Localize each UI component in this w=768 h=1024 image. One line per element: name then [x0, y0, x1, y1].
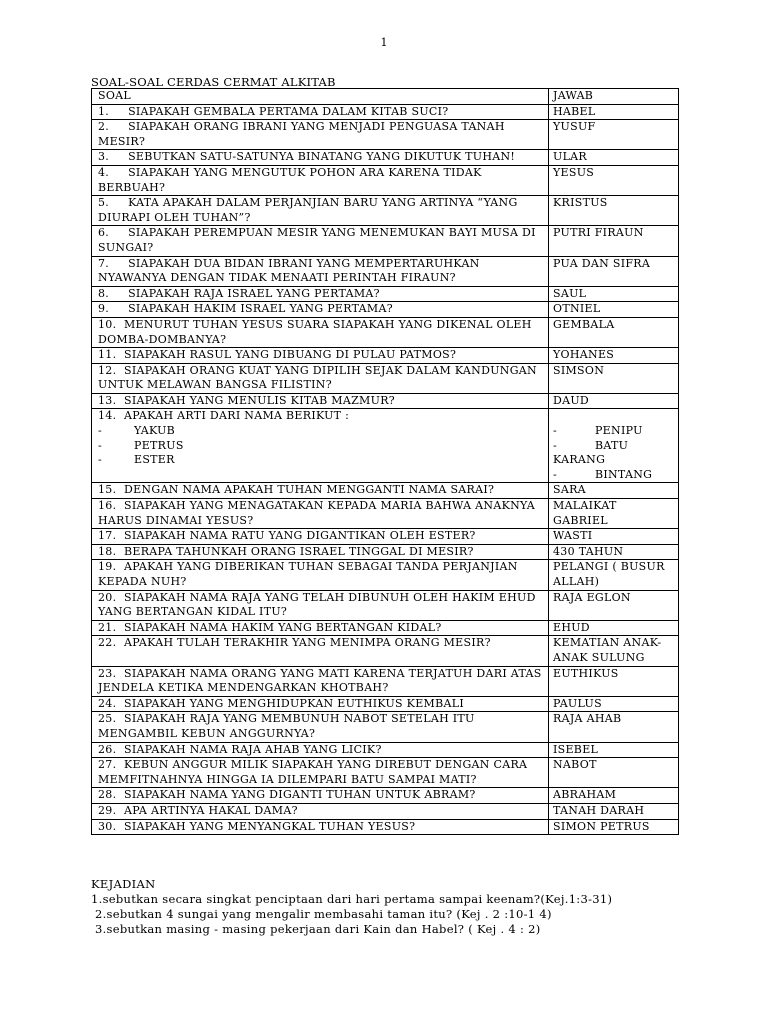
- table-row: [92, 529, 679, 545]
- question-cell: 16. SIAPAKAH YANG MENAGATAKAN KEPADA MARIA BAHWA ANAKNYA HARUS DINAMAI YESUS?: [92, 499, 549, 529]
- question-cell: 8. SIAPAKAH RAJA ISRAEL YANG PERTAMA?: [92, 286, 549, 302]
- table-row: [92, 483, 679, 499]
- table-row: [92, 758, 679, 788]
- answer-cell: TANAH DARAH: [549, 803, 679, 819]
- answer-cell: OTNIEL: [549, 302, 679, 318]
- kejadian-title: KEJADIAN: [91, 877, 156, 891]
- table-row: [92, 317, 679, 347]
- question-cell: 12. SIAPAKAH ORANG KUAT YANG DIPILIH SEJAK DALAM KANDUNGAN UNTUK MELAWAN BANGSA FILISTIN?: [92, 363, 549, 393]
- question-cell: 10. MENURUT TUHAN YESUS SUARA SIAPAKAH YANG DIKENAL OLEH DOMBA-DOMBANYA?: [92, 317, 549, 347]
- question-cell: 20. SIAPAKAH NAMA RAJA YANG TELAH DIBUNUH OLEH HAKIM EHUD YANG BERTANGAN KIDAL ITU?: [92, 590, 549, 620]
- question-cell: 13. SIAPAKAH YANG MENULIS KITAB MAZMUR?: [92, 393, 549, 409]
- question-cell: 19. APAKAH YANG DIBERIKAN TUHAN SEBAGAI TANDA PERJANJIAN KEPADA NUH?: [92, 560, 549, 590]
- question-cell: 24. SIAPAKAH YANG MENGHIDUPKAN EUTHIKUS KEMBALI: [92, 696, 549, 712]
- question-cell: 21. SIAPAKAH NAMA HAKIM YANG BERTANGAN KIDAL?: [92, 620, 549, 636]
- question-cell: 18. BERAPA TAHUNKAH ORANG ISRAEL TINGGAL DI MESIR?: [92, 544, 549, 560]
- table-row: [92, 120, 679, 150]
- answer-cell: SIMSON: [549, 363, 679, 393]
- answer-cell: SARA: [549, 483, 679, 499]
- question-cell: 3. SEBUTKAN SATU-SATUNYA BINATANG YANG DIKUTUK TUHAN!: [92, 150, 549, 166]
- page-number: 1: [380, 36, 388, 49]
- sub-item-text: ESTER: [134, 453, 175, 467]
- question-text: 14. APAKAH ARTI DARI NAMA BERIKUT :: [98, 409, 350, 423]
- question-cell: 9. SIAPAKAH HAKIM ISRAEL YANG PERTAMA?: [92, 302, 549, 318]
- question-cell: 22. APAKAH TULAH TERAKHIR YANG MENIMPA ORANG MESIR?: [92, 636, 549, 666]
- answer-cell: SIMON PETRUS: [549, 819, 679, 835]
- dash-bullet: -: [98, 424, 103, 438]
- sub-item-text: PETRUS: [134, 438, 184, 452]
- answer-cell: KEMATIAN ANAK-ANAK SULUNG: [549, 636, 679, 666]
- question-cell: 1. SIAPAKAH GEMBALA PERTAMA DALAM KITAB SUCI?: [92, 104, 549, 120]
- table-row: [92, 788, 679, 804]
- question-cell: 5. KATA APAKAH DALAM PERJANJIAN BARU YANG ARTINYA “YANG DIURAPI OLEH TUHAN”?: [92, 196, 549, 226]
- answer-cell: YOHANES: [549, 348, 679, 364]
- answer-cell: YUSUF: [549, 120, 679, 150]
- table-row: [92, 499, 679, 529]
- sub-answer: - PENIPU: [553, 424, 643, 438]
- question-cell: 17. SIAPAKAH NAMA RATU YANG DIGANTIKAN OLEH ESTER?: [92, 529, 549, 545]
- answer-cell: GEMBALA: [549, 317, 679, 347]
- answer-cell: PAULUS: [549, 696, 679, 712]
- table-row: [92, 286, 679, 302]
- dash-bullet: -: [98, 453, 103, 467]
- answer-cell: SAUL: [549, 286, 679, 302]
- table-row: [92, 620, 679, 636]
- table-row: [92, 393, 679, 409]
- table-row: [92, 302, 679, 318]
- document-title: SOAL-SOAL CERDAS CERMAT ALKITAB: [91, 75, 336, 89]
- question-cell: 7. SIAPAKAH DUA BIDAN IBRANI YANG MEMPERTARUHKAN NYAWANYA DENGAN TIDAK MENAATI PERINTAH FIRAUN?: [92, 256, 549, 286]
- answer-cell: ISEBEL: [549, 742, 679, 758]
- question-cell: [92, 409, 549, 483]
- table-row: [92, 104, 679, 120]
- table-row: [92, 544, 679, 560]
- answer-cell: MALAIKAT GABRIEL: [549, 499, 679, 529]
- table-row: [92, 712, 679, 742]
- question-cell: 30. SIAPAKAH YANG MENYANGKAL TUHAN YESUS?: [92, 819, 549, 835]
- answer-cell: RAJA AHAB: [549, 712, 679, 742]
- answer-cell: PUTRI FIRAUN: [549, 226, 679, 256]
- question-cell: 6. SIAPAKAH PEREMPUAN MESIR YANG MENEMUKAN BAYI MUSA DI SUNGAI?: [92, 226, 549, 256]
- quiz-table: [91, 88, 679, 835]
- kejadian-line: 1.sebutkan secara singkat penciptaan dari hari pertama sampai keenam?(Kej.1:3-31): [91, 892, 613, 906]
- table-row: [92, 819, 679, 835]
- table-row: [92, 666, 679, 696]
- answer-cell: 430 TAHUN: [549, 544, 679, 560]
- quiz-table-body: [92, 89, 679, 835]
- answer-cell: [549, 409, 679, 483]
- answer-cell: ABRAHAM: [549, 788, 679, 804]
- sub-item: [98, 424, 544, 439]
- answer-cell: PUA DAN SIFRA: [549, 256, 679, 286]
- kejadian-section: [91, 877, 612, 937]
- kejadian-line: 2.sebutkan 4 sungai yang mengalir membasahi taman itu? (Kej . 2 :10-1 4): [91, 907, 552, 921]
- question-cell: 28. SIAPAKAH NAMA YANG DIGANTI TUHAN UNTUK ABRAM?: [92, 788, 549, 804]
- answer-cell: HABEL: [549, 104, 679, 120]
- answer-cell: ULAR: [549, 150, 679, 166]
- answer-cell: PELANGI ( BUSUR ALLAH): [549, 560, 679, 590]
- answer-cell: RAJA EGLON: [549, 590, 679, 620]
- table-row: [92, 363, 679, 393]
- sub-item: [98, 453, 544, 468]
- sub-item: [98, 439, 544, 454]
- sub-answer: - BATU KARANG: [553, 438, 633, 467]
- header-question: SOAL: [92, 89, 549, 105]
- table-header-row: [92, 89, 679, 105]
- table-row: [92, 196, 679, 226]
- answer-cell: KRISTUS: [549, 196, 679, 226]
- question-cell: 23. SIAPAKAH NAMA ORANG YANG MATI KARENA TERJATUH DARI ATAS JENDELA KETIKA MENDENGARKAN KHOTBAH?: [92, 666, 549, 696]
- answer-cell: NABOT: [549, 758, 679, 788]
- answer-cell: EHUD: [549, 620, 679, 636]
- question-cell: 4. SIAPAKAH YANG MENGUTUK POHON ARA KARENA TIDAK BERBUAH?: [92, 165, 549, 195]
- table-row: [92, 742, 679, 758]
- table-row: [92, 636, 679, 666]
- question-cell: 25. SIAPAKAH RAJA YANG MEMBUNUH NABOT SETELAH ITU MENGAMBIL KEBUN ANGGURNYA?: [92, 712, 549, 742]
- table-row: [92, 150, 679, 166]
- kejadian-line: 3.sebutkan masing - masing pekerjaan dari Kain dan Habel? ( Kej . 4 : 2): [91, 922, 541, 936]
- table-row: [92, 590, 679, 620]
- spacer: [553, 409, 674, 424]
- answer-cell: WASTI: [549, 529, 679, 545]
- question-cell: 26. SIAPAKAH NAMA RAJA AHAB YANG LICIK?: [92, 742, 549, 758]
- table-row: [92, 226, 679, 256]
- question-cell: 29. APA ARTINYA HAKAL DAMA?: [92, 803, 549, 819]
- answer-cell: DAUD: [549, 393, 679, 409]
- question-cell: 27. KEBUN ANGGUR MILIK SIAPAKAH YANG DIREBUT DENGAN CARA MEMFITNAHNYA HINGGA IA DILEMPARI BATU SAMPAI MATI?: [92, 758, 549, 788]
- table-row: [92, 803, 679, 819]
- table-row: [92, 256, 679, 286]
- table-row: [92, 409, 679, 483]
- answer-cell: YESUS: [549, 165, 679, 195]
- table-row: [92, 560, 679, 590]
- question-cell: 11. SIAPAKAH RASUL YANG DIBUANG DI PULAU PATMOS?: [92, 348, 549, 364]
- header-answer: JAWAB: [549, 89, 679, 105]
- question-cell: 2. SIAPAKAH ORANG IBRANI YANG MENJADI PENGUASA TANAH MESIR?: [92, 120, 549, 150]
- table-row: [92, 348, 679, 364]
- table-row: [92, 696, 679, 712]
- answer-cell: EUTHIKUS: [549, 666, 679, 696]
- dash-bullet: -: [98, 438, 103, 452]
- sub-item-text: YAKUB: [134, 424, 176, 438]
- table-row: [92, 165, 679, 195]
- sub-answer: - BINTANG: [553, 467, 653, 481]
- question-cell: 15. DENGAN NAMA APAKAH TUHAN MENGGANTI NAMA SARAI?: [92, 483, 549, 499]
